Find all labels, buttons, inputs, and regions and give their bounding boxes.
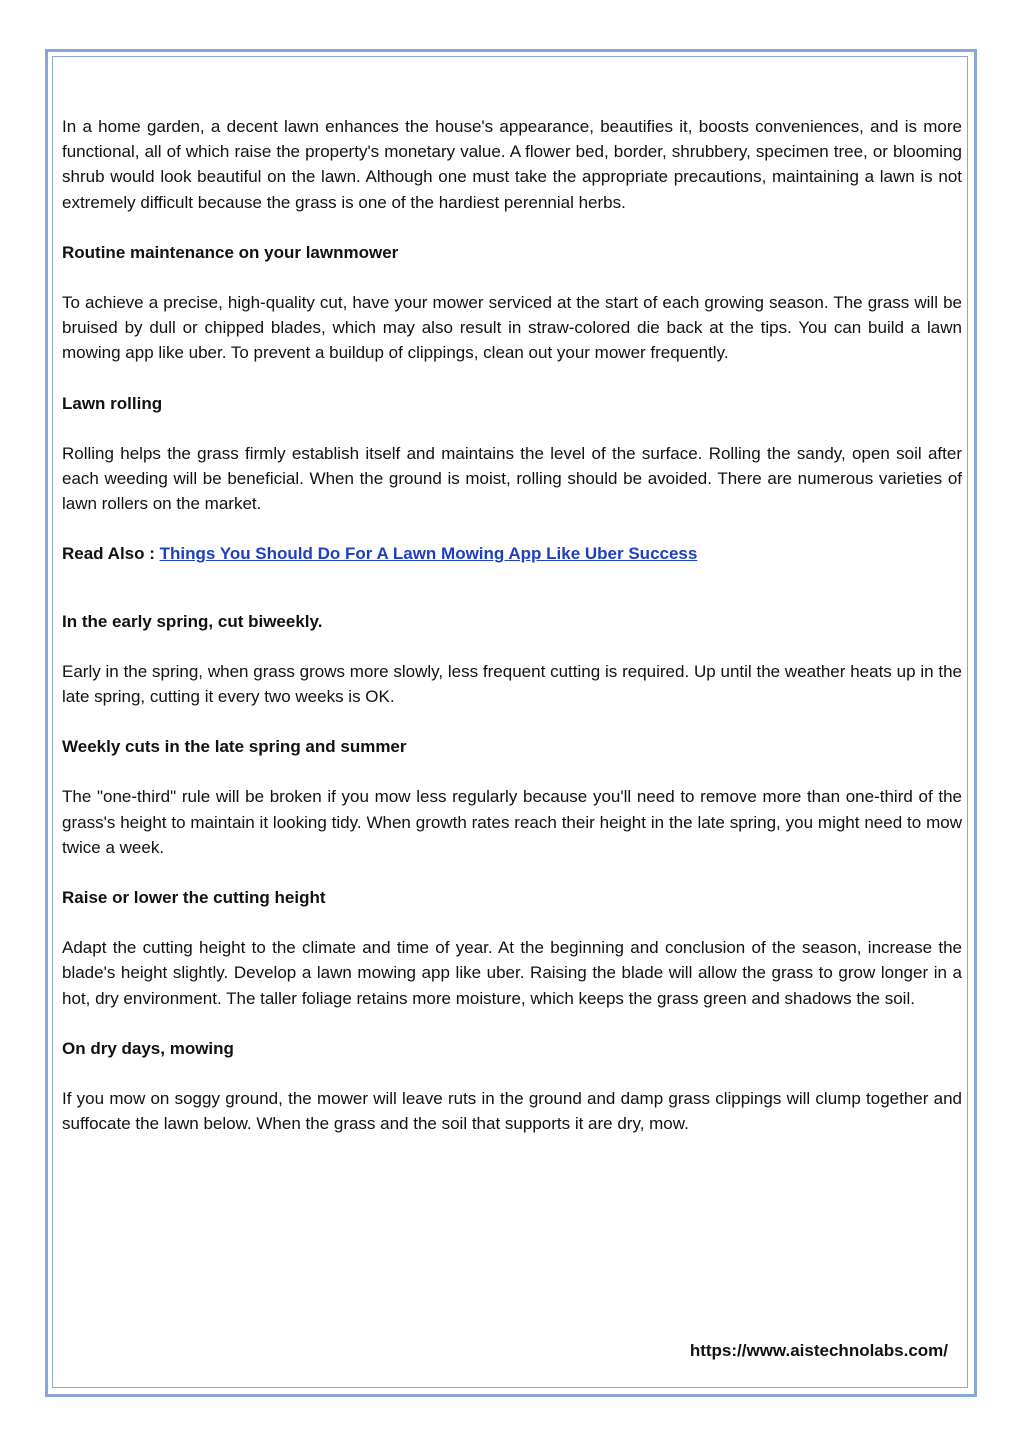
read-also <box>62 541 962 566</box>
read-also-link[interactable]: Things You Should Do For A Lawn Mowing App Like Uber Success <box>159 544 698 564</box>
section-heading-dry-days: On dry days, mowing <box>62 1038 234 1058</box>
section-body-mower-maintenance: To achieve a precise, high-quality cut, have your mower serviced at the start of each growing season. The grass will be bruised by dull or chipped blades, which may also result in straw-colored die back at the tips. You can build a lawn mowing app like uber. To prevent a buildup of clippings, clean out your mower frequently. <box>62 293 962 363</box>
section-body-early-spring: Early in the spring, when grass grows more slowly, less frequent cutting is required. Up until the weather heats up in the late spring, cutting it every two weeks is OK. <box>62 661 962 707</box>
section-body-dry-days: If you mow on soggy ground, the mower will leave ruts in the ground and damp grass clippings will clump together and suffocate the lawn below. When the grass and the soil that supports it are dry, mow. <box>62 1089 962 1134</box>
section-body-weekly-cuts: The "one-third" rule will be broken if you mow less regularly because you'll need to remove more than one-third of the grass's height to maintain it looking tidy. When growth rates reach their height in the late spring, you might need to mow twice a week. <box>62 787 962 857</box>
read-also-label: Read Also : <box>62 544 160 564</box>
section-heading-cutting-height: Raise or lower the cutting height <box>62 888 326 908</box>
footer-url[interactable]: https://www.aistechnolabs.com/ <box>689 1341 948 1360</box>
section-body-cutting-height: Adapt the cutting height to the climate and time of year. At the beginning and conclusion of the season, increase the blade's height slightly. Develop a lawn mowing app like uber. Raising the blade will allow the grass to grow longer in a hot, dry environment. The taller foliage retains more moisture, which keeps the grass green and shadows the soil. <box>62 938 962 1008</box>
document-body <box>62 114 962 1161</box>
section-heading-weekly-cuts: Weekly cuts in the late spring and summer <box>62 737 407 757</box>
section-heading-mower-maintenance: Routine maintenance on your lawnmower <box>62 242 399 262</box>
section-heading-lawn-rolling: Lawn rolling <box>62 393 163 413</box>
intro-paragraph: In a home garden, a decent lawn enhances the house's appearance, beautifies it, boosts conveniences, and is more functional, all of which raise the property's monetary value. A flower bed, border, shrubbery, specimen tree, or blooming shrub would look beautiful on the lawn. Although one must take the appropriate precautions, maintaining a lawn is not extremely difficult because the grass is one of the hardiest perennial herbs. <box>62 117 962 212</box>
section-body-lawn-rolling: Rolling helps the grass firmly establish itself and maintains the level of the surface. Rolling the sandy, open soil after each weeding will be beneficial. When the ground is moist, rolling should be avoided. There are numerous varieties of lawn rollers on the market. <box>62 443 962 514</box>
section-heading-early-spring: In the early spring, cut biweekly. <box>62 611 323 631</box>
